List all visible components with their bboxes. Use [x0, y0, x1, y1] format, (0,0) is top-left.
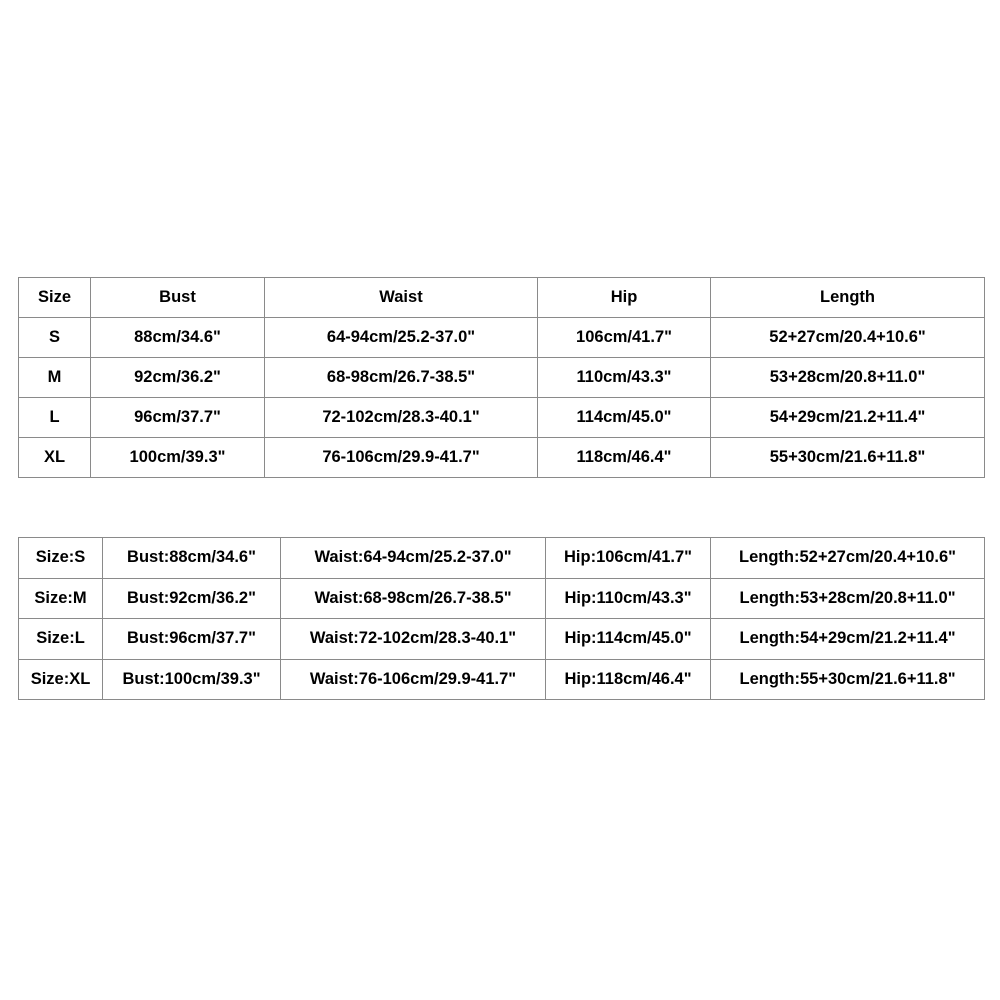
cell-size: M: [19, 358, 91, 398]
cell-hip: Hip:106cm/41.7": [546, 538, 711, 579]
cell-waist: Waist:64-94cm/25.2-37.0": [281, 538, 546, 579]
cell-bust: 96cm/37.7": [91, 398, 265, 438]
table-row: [19, 659, 985, 700]
header-size: Size: [19, 278, 91, 318]
cell-bust: Bust:100cm/39.3": [103, 659, 281, 700]
cell-bust: Bust:96cm/37.7": [103, 619, 281, 660]
table-row: [19, 358, 985, 398]
cell-size: L: [19, 398, 91, 438]
cell-waist: 76-106cm/29.9-41.7": [265, 438, 538, 478]
cell-bust: 92cm/36.2": [91, 358, 265, 398]
cell-waist: 72-102cm/28.3-40.1": [265, 398, 538, 438]
table-row: [19, 318, 985, 358]
cell-bust: Bust:92cm/36.2": [103, 578, 281, 619]
cell-size: XL: [19, 438, 91, 478]
size-chart-labeled-table: [18, 537, 985, 700]
cell-length: Length:53+28cm/20.8+11.0": [711, 578, 985, 619]
cell-length: 55+30cm/21.6+11.8": [711, 438, 985, 478]
size-chart-table: [18, 277, 985, 478]
cell-size: Size:M: [19, 578, 103, 619]
table-row: [19, 538, 985, 579]
cell-hip: Hip:114cm/45.0": [546, 619, 711, 660]
cell-hip: 110cm/43.3": [538, 358, 711, 398]
cell-hip: 114cm/45.0": [538, 398, 711, 438]
header-hip: Hip: [538, 278, 711, 318]
cell-bust: 88cm/34.6": [91, 318, 265, 358]
cell-length: Length:55+30cm/21.6+11.8": [711, 659, 985, 700]
cell-size: Size:S: [19, 538, 103, 579]
cell-waist: 64-94cm/25.2-37.0": [265, 318, 538, 358]
cell-waist: Waist:76-106cm/29.9-41.7": [281, 659, 546, 700]
cell-hip: Hip:118cm/46.4": [546, 659, 711, 700]
cell-length: 53+28cm/20.8+11.0": [711, 358, 985, 398]
table-row: [19, 619, 985, 660]
cell-hip: 118cm/46.4": [538, 438, 711, 478]
cell-length: 52+27cm/20.4+10.6": [711, 318, 985, 358]
cell-size: Size:XL: [19, 659, 103, 700]
header-waist: Waist: [265, 278, 538, 318]
table-row: [19, 578, 985, 619]
cell-hip: 106cm/41.7": [538, 318, 711, 358]
header-bust: Bust: [91, 278, 265, 318]
header-length: Length: [711, 278, 985, 318]
cell-length: Length:52+27cm/20.4+10.6": [711, 538, 985, 579]
cell-size: S: [19, 318, 91, 358]
cell-size: Size:L: [19, 619, 103, 660]
cell-waist: Waist:68-98cm/26.7-38.5": [281, 578, 546, 619]
cell-waist: Waist:72-102cm/28.3-40.1": [281, 619, 546, 660]
table-row: [19, 398, 985, 438]
cell-length: 54+29cm/21.2+11.4": [711, 398, 985, 438]
cell-hip: Hip:110cm/43.3": [546, 578, 711, 619]
cell-bust: 100cm/39.3": [91, 438, 265, 478]
cell-waist: 68-98cm/26.7-38.5": [265, 358, 538, 398]
table-header-row: [19, 278, 985, 318]
cell-bust: Bust:88cm/34.6": [103, 538, 281, 579]
cell-length: Length:54+29cm/21.2+11.4": [711, 619, 985, 660]
table-row: [19, 438, 985, 478]
